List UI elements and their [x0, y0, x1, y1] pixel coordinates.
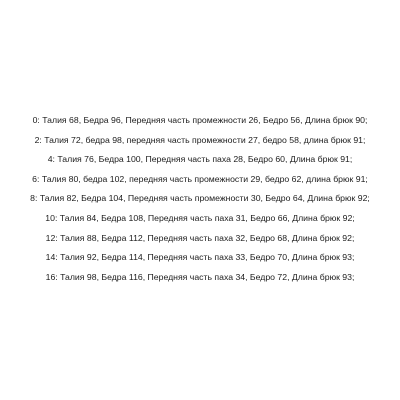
size-line-12: 12: Талия 88, Бедра 112, Передняя часть паха 32, Бедро 68, Длина брюк 92; [45, 232, 355, 243]
size-line-6: 6: Талия 80, бедра 102, передняя часть промежности 29, бедро 62, длина брюк 91; [32, 173, 368, 184]
size-line-14: 14: Талия 92, Бедра 114, Передняя часть паха 33, Бедро 70, Длина брюк 93; [45, 252, 355, 263]
size-chart-list [0, 111, 400, 287]
size-line-0: 0: Талия 68, Бедра 96, Передняя часть промежности 26, Бедро 56, Длина брюк 90; [32, 115, 368, 125]
size-line-4: 4: Талия 76, Бедра 100, Передняя часть паха 28, Бедро 60, Длина брюк 91; [47, 154, 353, 165]
size-line-10: 10: Талия 84, Бедра 108, Передняя часть паха 31, Бедро 66, Длина брюк 92; [45, 212, 355, 223]
size-line-2: 2: Талия 72, бедра 98, передняя часть промежности 27, бедро 58, длина брюк 91; [34, 134, 366, 145]
size-line-16: 16: Талия 98, Бедра 116, Передняя часть паха 34, Бедро 72, Длина брюк 93; [45, 271, 355, 282]
size-line-8: 8: Талия 82, Бедра 104, Передняя часть промежности 30, Бедро 64, Длина брюк 92; [30, 193, 370, 204]
